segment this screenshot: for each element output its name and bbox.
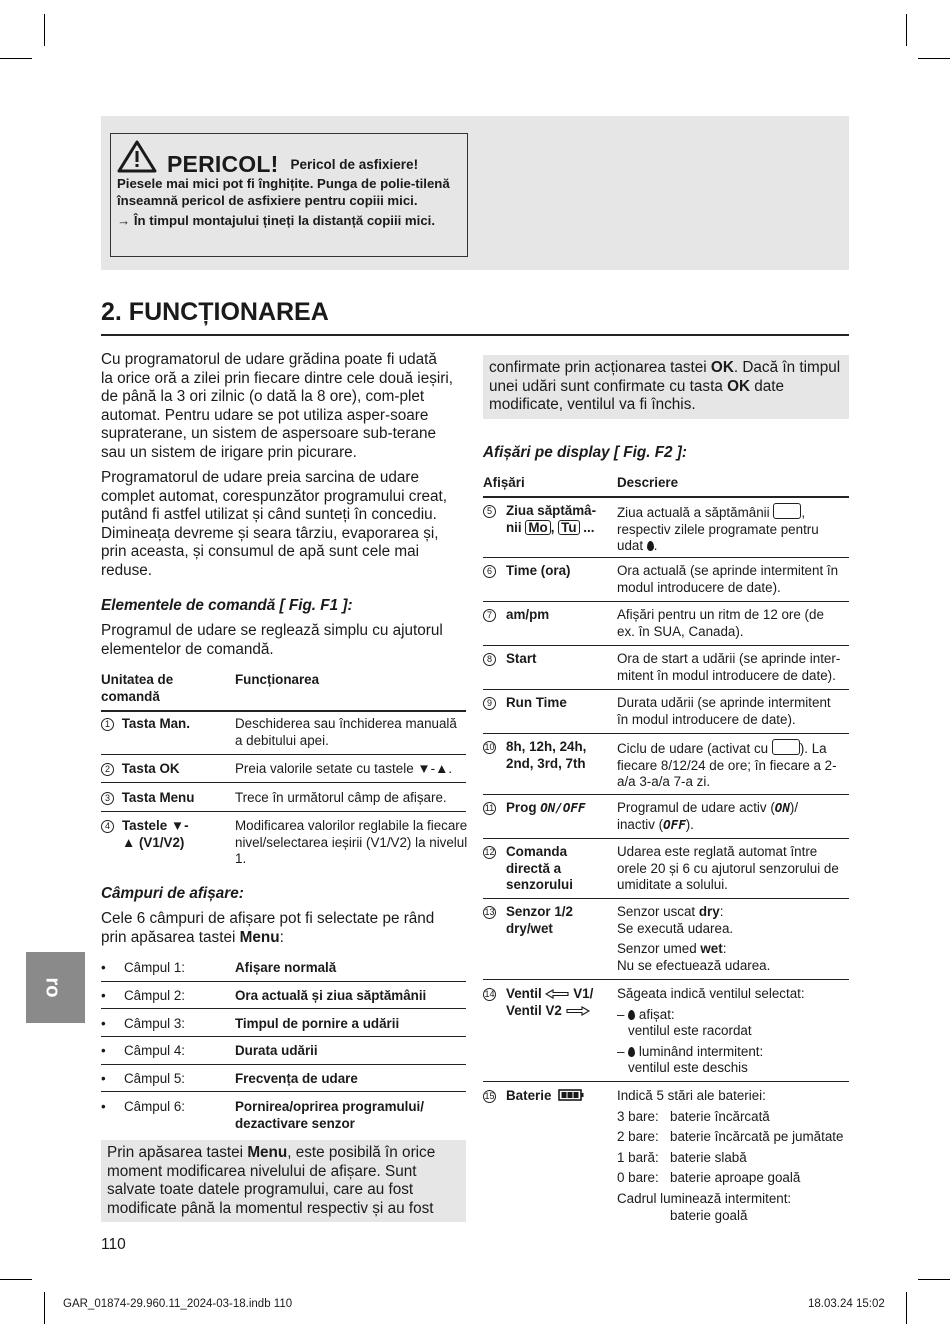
bullet: •	[101, 1016, 106, 1031]
arrow-left-icon	[545, 989, 569, 999]
list-rule	[101, 981, 466, 982]
display-row-5-name: 5 Ziua săptămâ- nii Mo , Tu ...	[483, 503, 611, 536]
table-rule	[483, 557, 849, 558]
display-row-11-name: 11 Prog ON/OFF	[484, 800, 586, 815]
controls-col-unit: Unitatea de comandă	[101, 672, 174, 704]
warning-text: Piesele mai mici pot fi înghițite. Punga de polie-tilenă înseamnă pericol de asfixiere pentru copiii mici.	[117, 176, 450, 208]
field-label-5: Câmpul 5:	[124, 1071, 186, 1086]
display-row-5-desc: Ziua actuală a săptămânii , respectiv zilele programate pentru udat .	[617, 505, 819, 554]
table-rule	[101, 710, 466, 712]
controls-row-1-name: 1 Tasta Man.	[101, 716, 190, 733]
warning-action: → În timpul montajului țineți la distanță copiii mici.	[117, 213, 435, 228]
display-row-15-name: 15 Baterie	[483, 1088, 584, 1105]
display-row-10-name: 10 8h, 12h, 24h, 2nd, 3rd, 7th	[484, 739, 587, 771]
water-drop-icon	[628, 1047, 635, 1057]
display-row-15-desc: Indică 5 stări ale bateriei: 3 bare: baterie încărcată 2 bare: baterie încărcată pe jumătate 1 bară: baterie slabă 0 bare: baterie aproape goală Cadrul luminează intermitent: baterie goală	[617, 1088, 844, 1223]
field-value-6: Pornirea/oprirea programului/ dezactivare senzor	[235, 1099, 424, 1131]
arrow-right-icon	[566, 1006, 590, 1016]
display-row-11-desc: Programul de udare activ (ON)/ inactiv (OFF).	[617, 800, 799, 832]
water-drop-icon	[647, 541, 654, 551]
tuesday-indicator: Tu	[558, 520, 579, 535]
intro-paragraph-2: Programatorul de udare preia sarcina de udare complet automat, corespunzător programului creat, putând fi astfel utilizat și când sunteți în concediu. Dimineața devreme și seara târziu, evaporarea și, prin aceasta, și consumul de apă sunt cele mai reduse.	[101, 469, 448, 579]
list-rule	[101, 1064, 466, 1065]
controls-heading: Elementele de comandă [ Fig. F1 ]:	[101, 597, 353, 614]
display-row-6-desc: Ora actuală (se aprinde intermitent în modul introducere de date).	[617, 563, 839, 595]
field-value-5: Frecvența de udare	[235, 1071, 358, 1086]
controls-row-2-name: 2 Tasta OK	[101, 761, 180, 778]
controls-row-3-desc: Trece în următorul câmp de afișare.	[235, 790, 447, 805]
fields-heading: Câmpuri de afișare:	[101, 885, 244, 902]
display-row-6-name: 6 Time (ora)	[483, 563, 571, 580]
list-rule	[101, 1008, 466, 1009]
controls-col-function: Funcționarea	[235, 672, 320, 687]
page-number: 110	[101, 1236, 126, 1253]
display-row-12-name: 12 Comanda directă a senzorului	[484, 844, 573, 893]
crop-mark	[906, 14, 907, 46]
crop-mark	[0, 58, 32, 59]
warning-box	[110, 133, 468, 257]
controls-row-3-name: 3 Tasta Menu	[101, 790, 194, 807]
field-label-3: Câmpul 3:	[124, 1016, 186, 1031]
monday-indicator: Mo	[525, 520, 550, 535]
crop-mark	[906, 1292, 907, 1324]
table-rule	[483, 838, 849, 839]
field-label-2: Câmpul 2:	[124, 988, 186, 1003]
display-row-13-desc: Senzor uscat dry: Se execută udarea. Senzor umed wet: Nu se efectuează udarea.	[617, 904, 771, 973]
warning-triangle-icon	[117, 140, 157, 173]
menu-note-box: Prin apăsarea tastei Menu, este posibilă în orice moment modificarea nivelului de afișare. Sunt salvate toate datele programului, care au fost modificate până la momentul respectiv și au fost	[101, 1140, 466, 1222]
field-value-1: Afișare normală	[235, 960, 337, 975]
bullet: •	[101, 1071, 106, 1086]
table-rule	[101, 782, 466, 783]
display-row-7-desc: Afișări pentru un ritm de 12 ore (de ex. în SUA, Canada).	[617, 607, 824, 639]
warning-subtitle: Pericol de asfixiere!	[290, 157, 419, 172]
list-rule	[101, 1036, 466, 1037]
fields-intro: Cele 6 câmpuri de afișare pot fi selectate pe rând prin apăsarea tastei Menu:	[101, 910, 435, 946]
crop-mark	[44, 14, 45, 46]
crop-mark	[918, 1279, 950, 1280]
footer-file: GAR_01874-29.960.11_2024-03-18.indb 110	[63, 1298, 293, 1310]
display-row-8-name: 8 Start	[483, 651, 537, 668]
table-rule	[483, 601, 849, 602]
intro-paragraph-1: Cu programatorul de udare grădina poate fi udată la orice oră a zilei prin fiecare dintre cele două ieșiri, de până la 3 ori zilnic (o dată la 8 ore), com-plet automat. Pentru udare se pot utiliza asper-soare supraterane, un sistem de aspersoare sub-terane sau un sistem de irigare prin picurare.	[101, 351, 454, 461]
footer-timestamp: 18.03.24 15:02	[808, 1298, 885, 1310]
controls-intro: Programul de udare se reglează simplu cu ajutorul elementelor de comandă.	[101, 622, 443, 658]
controls-row-1-desc: Deschiderea sau închiderea manuală a debitului apei.	[235, 716, 457, 748]
battery-icon	[558, 1089, 584, 1101]
display-row-13-name: 13 Senzor 1/2 dry/wet	[484, 904, 573, 936]
table-rule	[483, 979, 849, 980]
display-row-14-desc: Săgeata indică ventilul selectat: – afișat: ventilul este racordat – luminând intermitent: ventilul este deschis	[617, 986, 805, 1076]
table-rule	[483, 645, 849, 646]
bullet: •	[101, 1099, 106, 1114]
water-drop-icon	[628, 1010, 635, 1020]
display-row-8-desc: Ora de start a udării (se aprinde inter-mitent în modul introducere de date).	[617, 651, 841, 683]
display-col-display: Afișări	[483, 475, 525, 490]
language-tab: ro	[26, 952, 85, 1023]
display-col-description: Descriere	[617, 475, 679, 490]
field-value-3: Timpul de pornire a udării	[235, 1016, 400, 1031]
day-box-icon	[773, 503, 801, 519]
bullet: •	[101, 1043, 106, 1058]
display-row-14-name: 14 Ventil V1/ Ventil V2	[484, 986, 594, 1018]
field-label-1: Câmpul 1:	[124, 960, 186, 975]
display-row-12-desc: Udarea este reglată automat între orele 20 și 6 cu ajutorul senzorului de umiditate a solului.	[617, 844, 839, 893]
bullet: •	[101, 988, 106, 1003]
crop-mark	[918, 58, 950, 59]
field-value-2: Ora actuală și ziua săptămânii	[235, 988, 427, 1003]
controls-row-2-desc: Preia valorile setate cu tastele ▼-▲.	[235, 761, 453, 776]
display-row-10-desc: Ciclu de udare (activat cu ). La fiecare 8/12/24 de ore; în fiecare a 2-a/a 3-a/a 7-a zi.	[617, 741, 837, 790]
section-title: 2. FUNCȚIONAREA	[101, 298, 329, 326]
cycle-box-icon	[772, 739, 800, 755]
display-row-9-desc: Durata udării (se aprinde intermitent în modul introducere de date).	[617, 695, 831, 727]
controls-row-4-desc: Modificarea valorilor reglabile la fiecare nivel/selectarea ieșirii (V1/V2) la nivelul 1.	[235, 818, 468, 867]
display-row-7-name: 7 am/pm	[483, 607, 549, 624]
display-heading: Afișări pe display [ Fig. F2 ]:	[483, 444, 687, 461]
table-rule	[483, 898, 849, 899]
ok-note-box: confirmate prin acționarea tastei OK. Dacă în timpul unei udări sunt confirmate cu tasta OK date modificate, ventilul va fi închis.	[483, 355, 849, 419]
table-rule	[483, 496, 849, 498]
crop-mark	[44, 1292, 45, 1324]
controls-row-4-name: 4 Tastele ▼-▲ (V1/V2)	[101, 818, 201, 851]
table-rule	[101, 811, 466, 812]
warning-title: PERICOL!	[167, 151, 279, 177]
table-rule	[483, 733, 849, 734]
table-rule	[483, 689, 849, 690]
table-rule	[483, 1081, 849, 1082]
list-rule	[101, 1091, 466, 1092]
table-rule	[483, 794, 849, 795]
table-rule	[101, 754, 466, 755]
field-label-6: Câmpul 6:	[124, 1099, 186, 1114]
crop-mark	[0, 1279, 32, 1280]
field-label-4: Câmpul 4:	[124, 1043, 186, 1058]
section-title-rule	[101, 334, 849, 336]
field-value-4: Durata udării	[235, 1043, 318, 1058]
bullet: •	[101, 960, 106, 975]
display-row-9-name: 9 Run Time	[483, 695, 567, 712]
